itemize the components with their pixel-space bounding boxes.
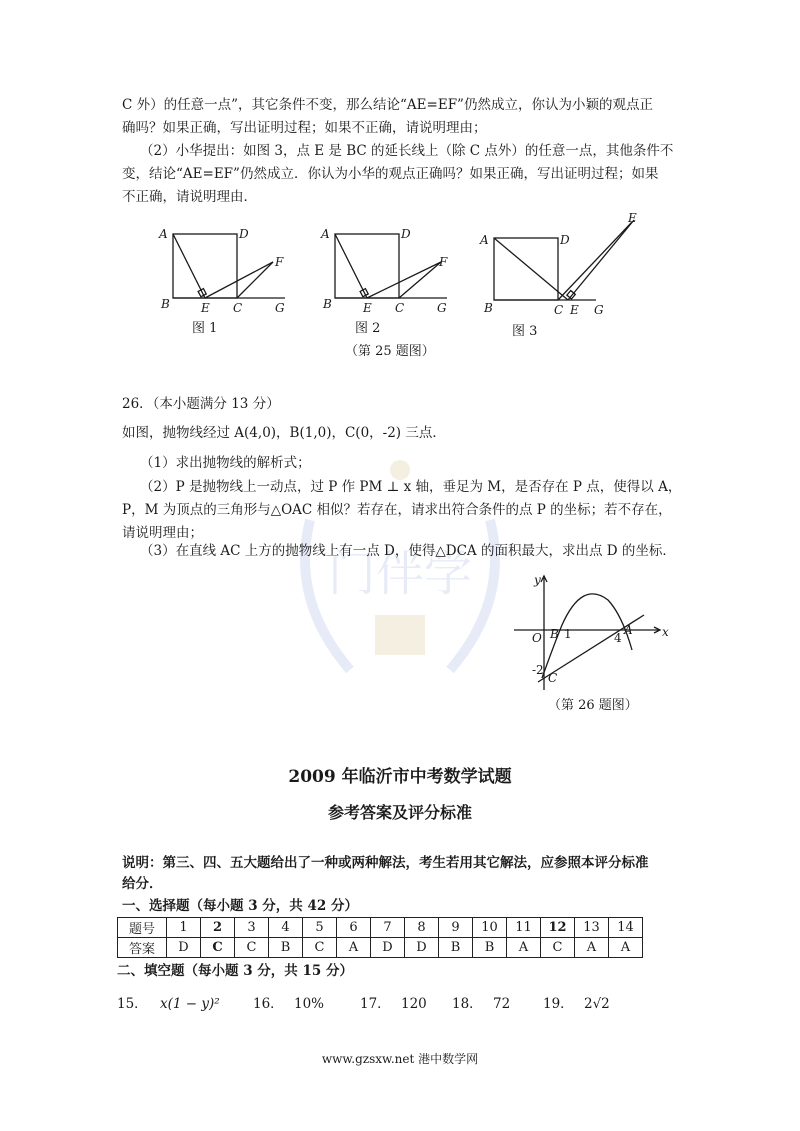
label-g: G [437, 301, 447, 315]
table-cell: A [609, 938, 643, 958]
label-a: A [321, 227, 330, 241]
table-cell: 4 [269, 918, 303, 938]
table-cell: D [371, 938, 405, 958]
table-cell: C [303, 938, 337, 958]
fill-18 [452, 993, 510, 1015]
q25-line5: 不正确，请说明理由． [122, 189, 257, 205]
label-b: B [323, 297, 332, 311]
table-cell-header: 题号 [118, 918, 167, 938]
fill-15-num: 15． [117, 996, 148, 1012]
q25-line2: 确吗？如果正确，写出证明过程；如果不正确，请说明理由； [122, 120, 487, 136]
q26-part2c: 请说明理由； [122, 525, 203, 541]
graph-origin-label: O [532, 631, 542, 645]
fill-16-num: 16． [253, 996, 284, 1012]
q26-part2a: （2）P 是抛物线上一动点，过 P 作 PM ⊥ x 轴，垂足为 M，是否存在 P 点，使得以 A， [140, 479, 682, 495]
q26-graph [510, 570, 680, 695]
label-f: F [275, 255, 284, 269]
graph-x-label: x [662, 625, 669, 639]
fill-16 [253, 993, 324, 1015]
table-cell: C [541, 938, 575, 958]
graph-c-label: C [548, 671, 558, 685]
label-c: C [395, 301, 405, 315]
fig2-caption: 图 2 [355, 321, 381, 336]
fill-19 [543, 993, 610, 1015]
label-e: E [363, 301, 372, 315]
q26-intro: 如图，抛物线经过 A(4,0)，B(1,0)，C(0，-2) 三点． [122, 425, 446, 441]
label-e: E [570, 303, 579, 317]
table-cell: 6 [337, 918, 371, 938]
table-cell: 10 [473, 918, 507, 938]
label-e: E [201, 301, 210, 315]
table-cell: D [405, 938, 439, 958]
section-choice-heading: 一、选择题（每小题 3 分，共 42 分） [122, 898, 358, 914]
fill-17-answer: 120 [400, 996, 427, 1012]
table-cell: B [439, 938, 473, 958]
table-cell: 5 [303, 918, 337, 938]
q25-line4: 变，结论“AE=EF”仍然成立．你认为小华的观点正确吗？如果正确，写出证明过程；如果 [122, 166, 659, 182]
table-row-numbers [118, 918, 643, 938]
graph-neg2-label: -2 [532, 663, 544, 677]
table-cell: 7 [371, 918, 405, 938]
fill-15-answer: x(1 − y)² [159, 996, 220, 1012]
table-cell: 8 [405, 918, 439, 938]
figure-2 [317, 222, 457, 322]
table-cell: B [269, 938, 303, 958]
label-g: G [594, 303, 604, 317]
label-d: D [239, 227, 249, 241]
fill-19-num: 19． [543, 996, 574, 1012]
label-c: C [554, 303, 564, 317]
table-cell: 3 [235, 918, 269, 938]
figure-3 [478, 210, 648, 320]
fill-18-answer: 72 [492, 996, 511, 1012]
table-cell: D [167, 938, 201, 958]
choice-answer-table [117, 917, 643, 958]
watermark-text: 门伴学 [327, 546, 473, 602]
table-cell: A [507, 938, 541, 958]
q26-heading: 26．（本小题满分 13 分） [122, 396, 280, 412]
footer-source: www.gzsxw.net 港中数学网 [321, 1052, 479, 1066]
answers-note-2: 给分． [122, 876, 163, 892]
label-d: D [560, 233, 570, 247]
answers-note-1: 说明：第三、四、五大题给出了一种或两种解法，考生若用其它解法，应参照本评分标准 [122, 855, 649, 871]
table-cell-header: 答案 [118, 938, 167, 958]
graph-one-label: 1 [564, 627, 572, 641]
label-f: F [439, 255, 448, 269]
table-cell: 1 [167, 918, 201, 938]
table-cell: 11 [507, 918, 541, 938]
fill-16-answer: 10% [293, 996, 324, 1012]
label-d: D [401, 227, 411, 241]
label-g: G [275, 301, 285, 315]
table-cell: 2 [201, 918, 235, 938]
label-c: C [233, 301, 243, 315]
label-f: E [628, 211, 637, 225]
graph-a-label: A [624, 623, 633, 637]
figure-1 [155, 222, 295, 322]
table-cell: C [201, 938, 235, 958]
table-cell: C [235, 938, 269, 958]
answers-title: 2009 年临沂市中考数学试题 [288, 767, 512, 787]
fill-18-num: 18． [452, 996, 483, 1012]
label-a: A [480, 233, 489, 247]
graph-y-label: y [534, 573, 541, 587]
table-cell: A [337, 938, 371, 958]
section-fill-heading: 二、填空题（每小题 3 分，共 15 分） [117, 963, 353, 979]
table-cell: 13 [575, 918, 609, 938]
fill-17-num: 17． [360, 996, 391, 1012]
q26-figure-caption: （第 26 题图） [548, 698, 638, 713]
graph-b-label: B [550, 627, 559, 641]
fill-17 [360, 993, 427, 1015]
table-row-answers [118, 938, 643, 958]
fig3-caption: 图 3 [512, 324, 538, 339]
label-b: B [161, 297, 170, 311]
answers-subtitle: 参考答案及评分标准 [327, 803, 472, 822]
fig1-caption: 图 1 [192, 321, 218, 336]
table-cell: A [575, 938, 609, 958]
table-cell: 14 [609, 918, 643, 938]
q26-part1: （1）求出抛物线的解析式； [140, 455, 311, 471]
q25-line3: （2）小华提出：如图 3，点 E 是 BC 的延长线上（除 C 点外）的任意一点，其他条件不 [140, 143, 674, 159]
table-cell: B [473, 938, 507, 958]
graph-four-label: 4 [614, 631, 622, 645]
fill-19-answer: 2√2 [583, 996, 610, 1012]
q25-figure-caption: （第 25 题图） [345, 344, 435, 359]
label-a: A [159, 227, 168, 241]
fill-15 [117, 993, 220, 1015]
q25-line1: C 外）的任意一点”，其它条件不变，那么结论“AE=EF”仍然成立，你认为小颖的观点正 [122, 97, 653, 113]
label-b: B [484, 301, 493, 315]
q26-part2b: P，M 为顶点的三角形与△OAC 相似？若存在，请求出符合条件的点 P 的坐标；若不存在， [122, 502, 672, 518]
table-cell: 9 [439, 918, 473, 938]
table-cell: 12 [541, 918, 575, 938]
q26-part3: （3）在直线 AC 上方的抛物线上有一点 D，使得△DCA 的面积最大，求出点 D 的坐标． [140, 543, 676, 559]
